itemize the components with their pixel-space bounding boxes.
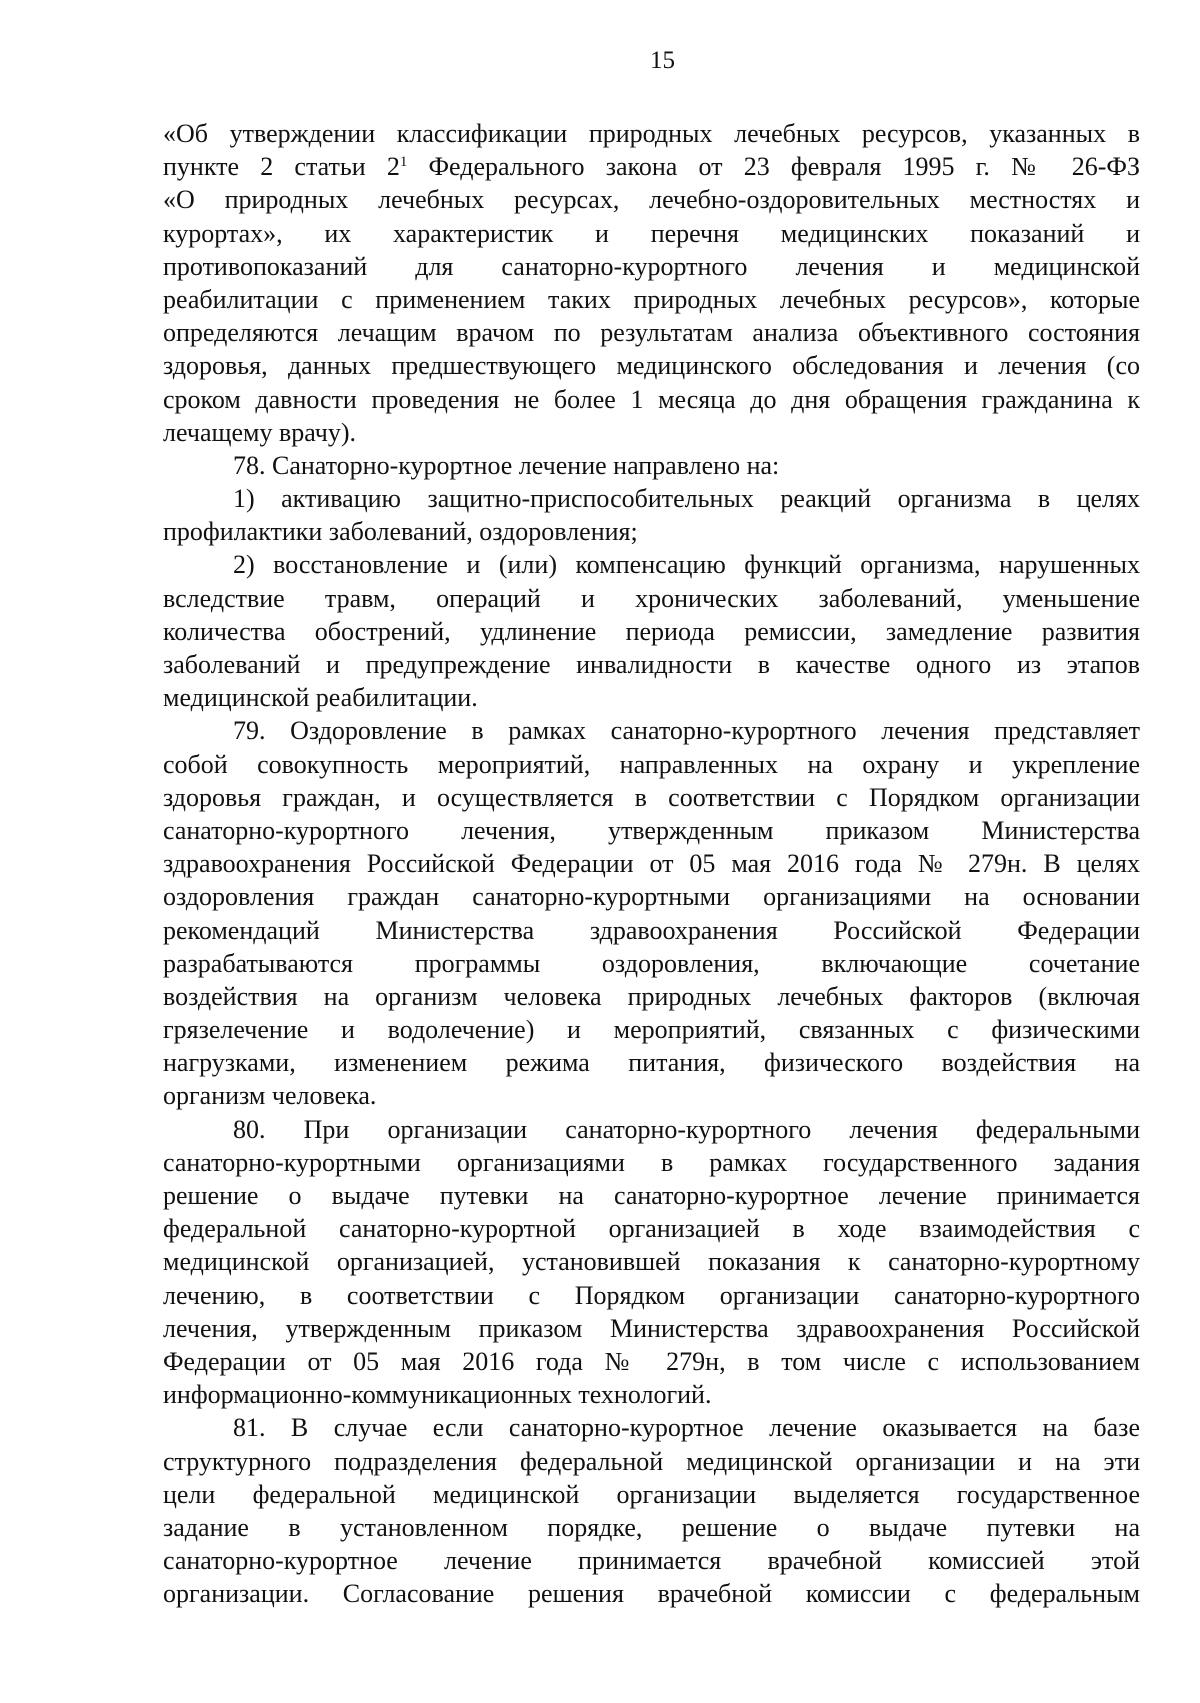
text-line-part: Федерального закона от 23 февраля 1995 г. № 26-ФЗ	[407, 152, 1141, 182]
paragraph-78-heading: 78. Санаторно-курортное лечение направлено на:	[233, 450, 780, 480]
page-number: 15	[650, 47, 675, 74]
text-line-part: пункте 2 статьи 2	[163, 152, 400, 182]
paragraph-79-start: 79. Оздоровление в рамках санаторно-курортного лечения представляет	[233, 716, 1140, 746]
text-line: Федерации от 05 мая 2016 года № 279н, в том числе с использованием	[163, 1346, 1140, 1376]
text-line: здоровья граждан, и осуществляется в соответствии с Порядком организации	[163, 782, 1140, 812]
text-line: сроком давности проведения не более 1 месяца до дня обращения гражданина к	[163, 384, 1140, 414]
text-line: собой совокупность мероприятий, направленных на охрану и укрепление	[163, 749, 1140, 779]
text-line: организации. Согласование решения врачебной комиссии с федеральным	[163, 1579, 1140, 1609]
text-line-with-superscript	[163, 150, 1140, 183]
text-line: противопоказаний для санаторно-курортного лечения и медицинской	[163, 251, 1140, 281]
text-line: организм человека.	[163, 1081, 377, 1111]
text-line: нагрузками, изменением режима питания, физического воздействия на	[163, 1048, 1140, 1078]
text-line: воздействия на организм человека природных лечебных факторов (включая	[163, 981, 1140, 1011]
text-line: оздоровления граждан санаторно-курортными организациями на основании	[163, 882, 1140, 912]
text-line: профилактики заболеваний, оздоровления;	[163, 517, 638, 547]
text-line: определяются лечащим врачом по результатам анализа объективного состояния	[163, 318, 1140, 348]
text-line: вследствие травм, операций и хронических заболеваний, уменьшение	[163, 583, 1140, 613]
text-line: «Об утверждении классификации природных лечебных ресурсов, указанных в	[163, 119, 1140, 148]
text-line: медицинской организацией, установившей показания к санаторно-курортному	[163, 1247, 1140, 1277]
text-line: грязелечение и водолечение) и мероприятий, связанных с физическими	[163, 1015, 1140, 1045]
text-line: 2) восстановление и (или) компенсацию функций организма, нарушенных	[233, 550, 1140, 580]
text-line: разрабатываются программы оздоровления, включающие сочетание	[163, 948, 1140, 978]
text-line: информационно-коммуникационных технологий.	[163, 1380, 712, 1410]
text-line: санаторно-курортными организациями в рамках государственного задания	[163, 1147, 1140, 1177]
text-line: количества обострений, удлинение периода ремиссии, замедление развития	[163, 616, 1140, 646]
text-line: реабилитации с применением таких природных лечебных ресурсов», которые	[163, 284, 1140, 314]
text-line: лечения, утвержденным приказом Министерства здравоохранения Российской	[163, 1313, 1140, 1343]
text-line: решение о выдаче путевки на санаторно-курортное лечение принимается	[163, 1181, 1140, 1210]
text-line: заболеваний и предупреждение инвалидности в качестве одного из этапов	[163, 650, 1140, 679]
superscript: 1	[399, 154, 408, 171]
text-line: структурного подразделения федеральной медицинской организации и на эти	[163, 1446, 1140, 1476]
text-line: «О природных лечебных ресурсах, лечебно-оздоровительных местностях и	[163, 185, 1140, 215]
text-line: медицинской реабилитации.	[163, 683, 478, 713]
text-line: курортах», их характеристик и перечня медицинских показаний и	[163, 218, 1140, 248]
text-line: 1) активацию защитно-приспособительных реакций организма в целях	[233, 484, 1140, 514]
text-line: цели федеральной медицинской организации выделяется государственное	[163, 1479, 1140, 1509]
text-line: санаторно-курортное лечение принимается врачебной комиссией этой	[163, 1546, 1140, 1576]
text-line: лечению, в соответствии с Порядком организации санаторно-курортного	[163, 1280, 1140, 1310]
text-line: здравоохранения Российской Федерации от 05 мая 2016 года № 279н. В целях	[163, 849, 1140, 879]
text-line: федеральной санаторно-курортной организацией в ходе взаимодействия с	[163, 1214, 1140, 1244]
text-line: задание в установленном порядке, решение о выдаче путевки на	[163, 1512, 1140, 1542]
text-line: рекомендаций Министерства здравоохранения Российской Федерации	[163, 915, 1140, 945]
paragraph-81-start: 81. В случае если санаторно-курортное лечение оказывается на базе	[233, 1413, 1140, 1443]
text-line: лечащему врачу).	[163, 417, 357, 447]
paragraph-80-start: 80. При организации санаторно-курортного лечения федеральными	[233, 1114, 1140, 1144]
text-line: здоровья, данных предшествующего медицинского обследования и лечения (со	[163, 351, 1140, 381]
document-body	[163, 117, 1140, 1610]
text-line: санаторно-курортного лечения, утвержденным приказом Министерства	[163, 815, 1140, 845]
